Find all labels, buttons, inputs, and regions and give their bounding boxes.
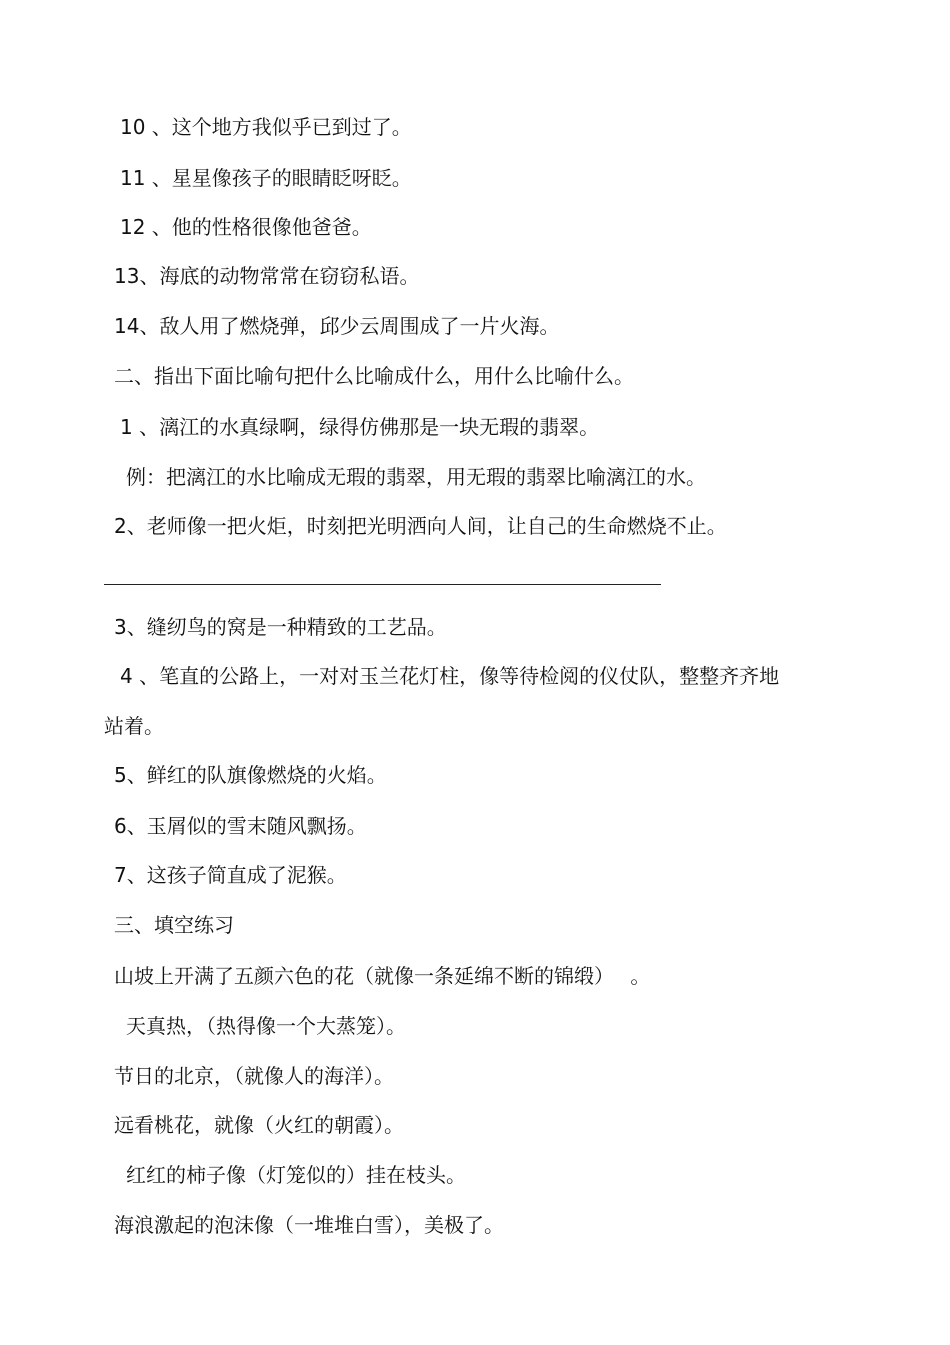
section-2-heading: 二、指出下面比喻句把什么比喻成什么，用什么比喻什么。 [114,364,634,388]
fill-in-4: 远看桃花，就像（火红的朝霞）。 [114,1113,404,1137]
section-2-item-1: 1 、漓江的水真绿啊，绿得仿佛那是一块无瑕的翡翠。 [120,415,600,439]
fill-in-5: 红红的柿子像（灯笼似的）挂在枝头。 [126,1163,466,1187]
section-2-example: 例：把漓江的水比喻成无瑕的翡翠，用无瑕的翡翠比喻漓江的水。 [126,465,706,489]
fill-in-3: 节日的北京，（就像人的海洋）。 [114,1064,394,1088]
section-2-item-4: 4 、笔直的公路上，一对对玉兰花灯柱，像等待检阅的仪仗队，整整齐齐地 [120,664,780,688]
item-11: 11 、星星像孩子的眼睛眨呀眨。 [120,166,412,190]
section-2-item-4-continued: 站着。 [104,714,164,738]
section-2-item-2: 2、老师像一把火炬，时刻把光明洒向人间，让自己的生命燃烧不止。 [114,514,727,538]
section-2-item-6: 6、玉屑似的雪末随风飘扬。 [114,814,367,838]
section-2-item-5: 5、鲜红的队旗像燃烧的火焰。 [114,763,387,787]
item-12: 12 、他的性格很像他爸爸。 [120,215,372,239]
fill-in-1: 山坡上开满了五颜六色的花（就像一条延绵不断的锦缎） 。 [114,964,651,988]
item-14: 14、敌人用了燃烧弹，邱少云周围成了一片火海。 [114,314,560,338]
fill-in-2: 天真热，（热得像一个大蒸笼）。 [126,1014,406,1038]
section-2-item-3: 3、缝纫鸟的窝是一种精致的工艺品。 [114,615,447,639]
item-10: 10 、这个地方我似乎已到过了。 [120,115,412,139]
section-3-heading: 三、填空练习 [114,913,234,937]
answer-blank-line [104,584,661,585]
section-2-item-7: 7、这孩子简直成了泥猴。 [114,863,347,887]
item-13: 13、海底的动物常常在窃窃私语。 [114,264,420,288]
fill-in-6: 海浪激起的泡沫像（一堆堆白雪），美极了。 [114,1213,504,1237]
